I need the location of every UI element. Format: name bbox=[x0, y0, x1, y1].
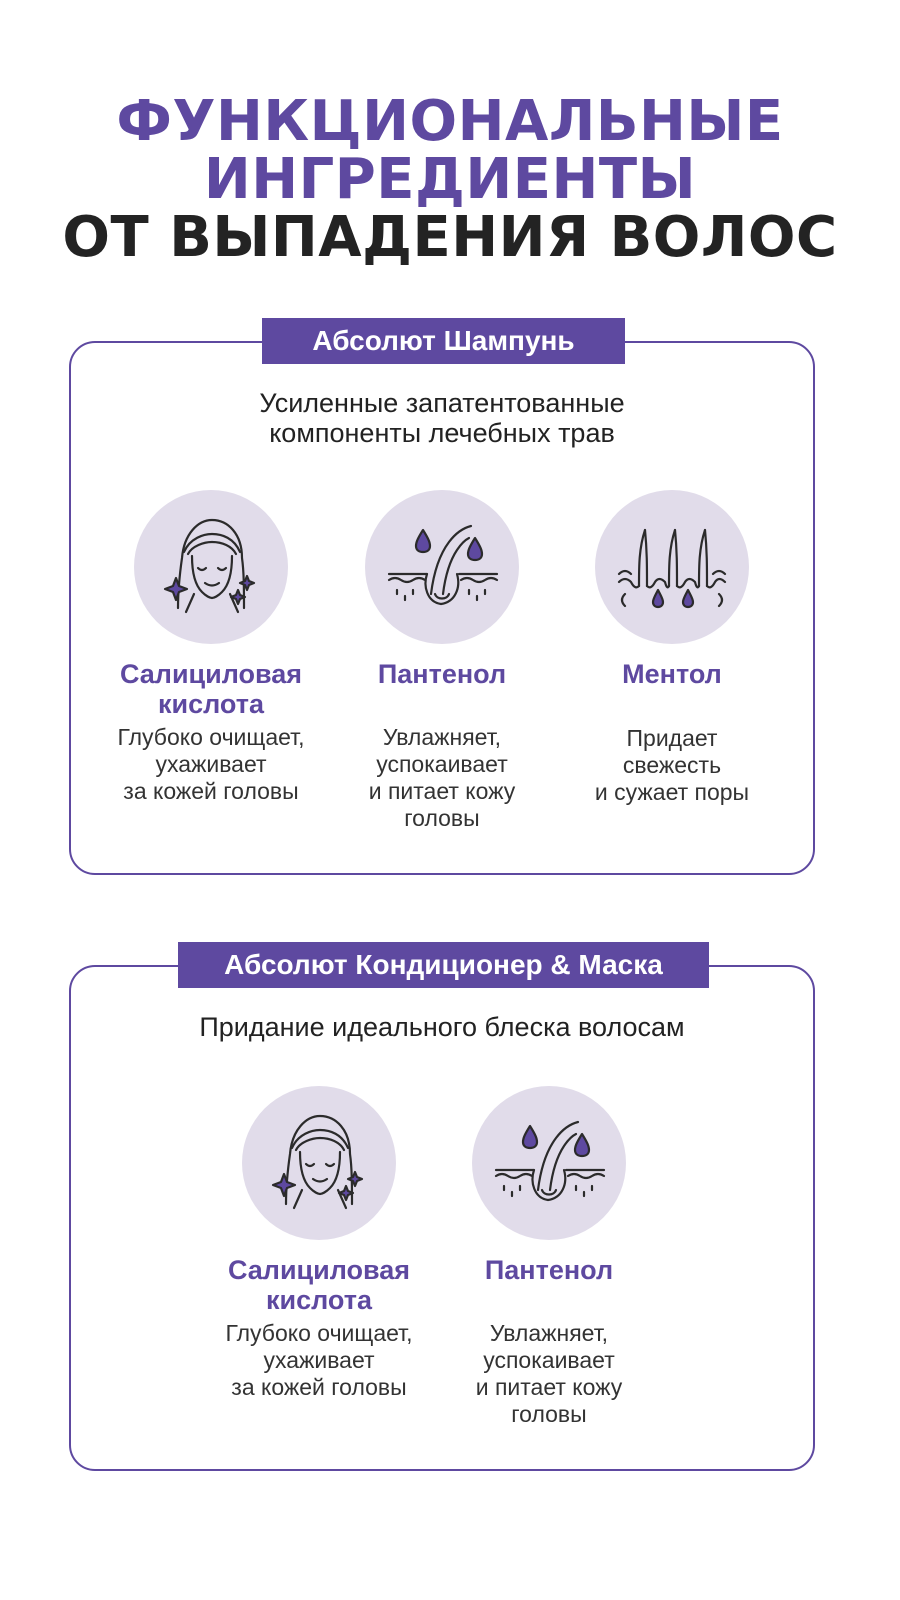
ingredient-desc-menthol: Придает свежесть и сужает поры bbox=[594, 725, 750, 805]
hair-roots-icon bbox=[595, 490, 749, 644]
hair-follicle-drop-icon bbox=[365, 490, 519, 644]
ingredient-name-line-1: Салициловая bbox=[119, 659, 303, 689]
ingredient-name-panthenol: Пантенол bbox=[377, 659, 507, 689]
shampoo-banner: Абсолют Шампунь bbox=[262, 318, 625, 364]
shampoo-subtitle-line-2: компоненты лечебных трав bbox=[269, 418, 615, 448]
ingredient-name-line-1: Салициловая bbox=[227, 1255, 411, 1285]
face-sparkle-icon bbox=[242, 1086, 396, 1240]
conditioner-banner: Абсолют Кондиционер & Маска bbox=[178, 942, 709, 988]
face-sparkle-icon bbox=[134, 490, 288, 644]
shampoo-subtitle-line-1: Усиленные запатентованные bbox=[259, 388, 625, 418]
ingredient-name-line-2: кислота bbox=[266, 1285, 372, 1315]
ingredient-desc-salicylic: Глубоко очищает, ухаживает за кожей головы bbox=[225, 1320, 413, 1400]
hair-follicle-drop-icon bbox=[472, 1086, 626, 1240]
shampoo-subtitle bbox=[69, 388, 815, 448]
ingredient-desc-panthenol: Увлажняет, успокаивает и питает кожу головы bbox=[368, 724, 516, 831]
title-line-1: ФУНКЦИОНАЛЬНЫЕ bbox=[116, 89, 784, 154]
ingredient-desc-salicylic: Глубоко очищает, ухаживает за кожей головы bbox=[117, 724, 305, 804]
ingredient-name-salicylic bbox=[204, 1255, 434, 1315]
conditioner-subtitle: Придание идеального блеска волосам bbox=[199, 1012, 685, 1042]
title-line-2: ИНГРЕДИЕНТЫ bbox=[203, 147, 697, 212]
ingredient-name-line-2: кислота bbox=[158, 689, 264, 719]
ingredient-name-salicylic bbox=[96, 659, 326, 719]
page-title bbox=[0, 89, 900, 270]
ingredient-name-menthol: Ментол bbox=[622, 659, 722, 689]
title-line-3: ОТ ВЫПАДЕНИЯ ВОЛОС bbox=[62, 205, 838, 270]
ingredient-desc-panthenol: Увлажняет, успокаивает и питает кожу головы bbox=[475, 1320, 623, 1427]
ingredient-name-panthenol: Пантенол bbox=[484, 1255, 614, 1285]
